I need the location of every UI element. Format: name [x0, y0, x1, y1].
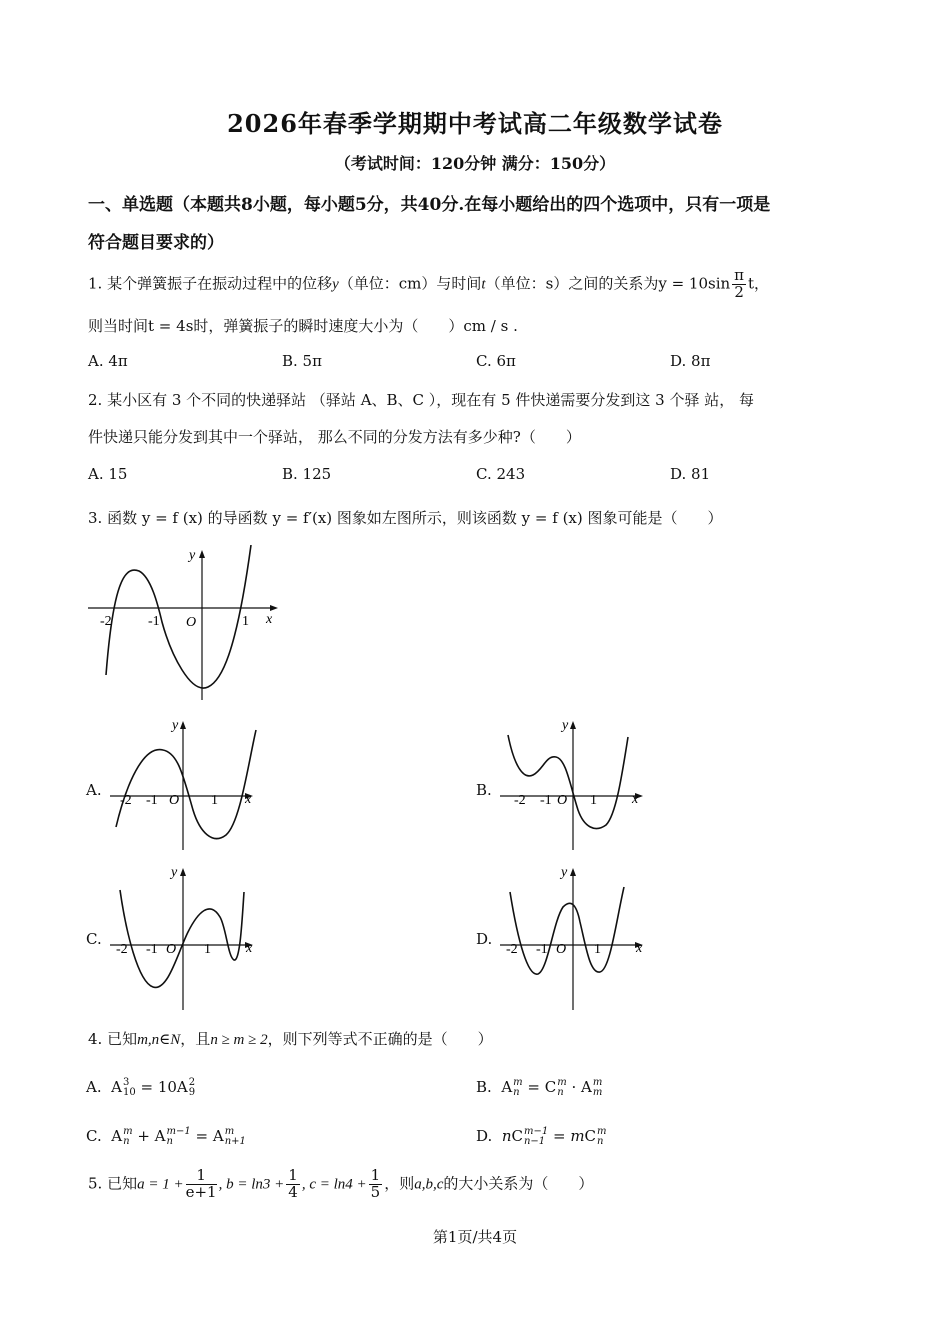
q1-text: （单位： [338, 274, 399, 293]
y-axis-label: y [172, 718, 179, 733]
tick-label: -2 [100, 614, 112, 629]
section-heading: 一、单选题（本题共8小题，每小题5分，共40分.在每小题给出的四个选项中，只有一项是 [88, 195, 771, 215]
numerator: 1 [288, 1166, 298, 1184]
q4-option-a[interactable]: A. A 3 10 = 10A 2 9 [86, 1077, 196, 1098]
tick-label: 1 [594, 942, 601, 957]
option-label: C. [86, 1127, 102, 1145]
y-axis-label: y [561, 865, 568, 880]
q3-option-a-graph[interactable] [108, 715, 268, 855]
q3-option-b-label[interactable]: B. [476, 781, 492, 799]
page-title: 2026年春季学期期中考试高二年级数学试卷 [227, 109, 723, 138]
question-4 [88, 1028, 493, 1049]
q1-text: 则当时间 [88, 317, 149, 335]
q5-formula: a = 1 + [137, 1176, 184, 1193]
tick-label: 1 [211, 793, 218, 808]
q4-inequality: n ≥ m ≥ 2 [210, 1032, 268, 1048]
y-axis-label: y [171, 865, 178, 880]
q1-formula: y = 10sin [658, 274, 731, 293]
q1-option-a[interactable]: A. 4π [88, 352, 128, 370]
numerator: 1 [186, 1168, 217, 1185]
q1-formula: t = 4s [148, 317, 194, 335]
denominator: e+1 [185, 1182, 217, 1201]
q3-option-d-graph[interactable] [498, 862, 658, 1012]
q4-option-c[interactable]: C. A m n + A m−1 n = A m n+1 [86, 1126, 246, 1147]
question-1: 1. 某个弹簧振子在振动过程中的位移y（单位：cm）与时间t（单位：s）之间的关系为y = 10sin $\frac{\pi}{2}$ t， [88, 266, 770, 301]
derivative-graph [86, 545, 286, 705]
question-3: 3. 函数 y = f (x) 的导函数 y = f′(x) 图象如左图所示，则该函数 y = f (x) 图象可能是（ ） [88, 509, 723, 527]
exam-info: （考试时间：120分钟 满分：150分） [334, 154, 616, 173]
y-axis-label: y [562, 718, 569, 733]
tick-label: -1 [146, 942, 158, 957]
q5-text: 的大小关系为（ ） [443, 1174, 594, 1193]
q1-text: ）与时间 [421, 274, 482, 293]
q1-text: 时，弹簧振子的瞬时速度大小为（ ）cm / s . [193, 317, 518, 335]
q1-text: ）之间的关系为 [553, 274, 659, 293]
curve-d [510, 887, 624, 974]
page-footer: 第1页/共4页 [432, 1228, 518, 1246]
fraction [286, 1168, 300, 1201]
option-label: A. [86, 1078, 102, 1096]
q3-option-b-graph[interactable] [498, 715, 658, 855]
q2-option-d[interactable]: D. 81 [670, 465, 711, 483]
q1-option-b[interactable]: B. 5π [282, 352, 322, 370]
denominator: 4 [288, 1182, 298, 1201]
origin-label: O [186, 615, 197, 630]
x-axis-label: x [245, 792, 252, 807]
question-2: 2. 某小区有 3 个不同的快递驿站 （驿站 A、B、C ），现在有 5 件快递需要分发到这 3 个驿 站， 每 [88, 391, 754, 409]
q4-text: 4. 已知 [88, 1030, 138, 1048]
q3-option-a-label[interactable]: A. [86, 781, 102, 799]
q2-option-a[interactable]: A. 15 [88, 465, 128, 483]
q5-text: ，则 [384, 1174, 415, 1193]
q1-text: 1. 某个弹簧振子在振动过程中的位移 [88, 274, 333, 293]
fraction [732, 268, 746, 301]
numerator: 1 [370, 1166, 381, 1184]
q2-option-c[interactable]: C. 243 [476, 465, 526, 483]
tick-label: -1 [540, 793, 552, 808]
x-axis-label: x [636, 941, 643, 956]
fraction [186, 1168, 217, 1201]
x-axis-label: x [632, 792, 639, 807]
curve-c [120, 890, 244, 987]
x-axis-label: x [266, 612, 273, 627]
tick-label: -2 [116, 942, 128, 957]
tick-label: -1 [536, 942, 548, 957]
denominator: 2 [734, 282, 744, 301]
tick-label: 1 [204, 942, 211, 957]
question-1-line2 [88, 315, 518, 336]
option-label: D. [476, 1127, 493, 1145]
section-heading-cont: 符合题目要求的） [88, 233, 224, 253]
numerator: π [734, 266, 745, 284]
q4-condition: m,n∈N [137, 1032, 181, 1048]
option-label: B. [476, 1078, 492, 1096]
derivative-curve [106, 545, 251, 688]
origin-label: O [557, 793, 568, 808]
denominator: 5 [370, 1182, 381, 1201]
y-axis-arrow [199, 550, 205, 558]
curve-a [116, 730, 256, 839]
tick-label: -2 [514, 793, 526, 808]
unit: s [545, 274, 554, 293]
q3-option-c-graph[interactable] [108, 862, 268, 1012]
q5-formula: , c = ln4 + [301, 1176, 367, 1193]
q4-option-b[interactable]: B. A m n = C m n · A m m [476, 1077, 603, 1098]
q3-option-d-label[interactable]: D. [476, 930, 493, 948]
q5-formula: , b = ln3 + [218, 1176, 285, 1193]
q1-option-d[interactable]: D. 8π [670, 352, 711, 370]
x-axis-label: x [246, 941, 253, 956]
question-5 [88, 1168, 593, 1201]
tick-label: 1 [590, 793, 597, 808]
q1-formula: t， [748, 274, 770, 293]
q2-option-b[interactable]: B. 125 [282, 465, 332, 483]
curve-b [508, 735, 628, 829]
q1-text: （单位： [485, 274, 546, 293]
origin-label: O [556, 942, 567, 957]
tick-label: -1 [146, 793, 158, 808]
unit: cm [398, 274, 422, 293]
q5-vars: a,b,c [414, 1176, 444, 1193]
q5-text: 5. 已知 [88, 1174, 138, 1193]
fraction [369, 1168, 383, 1201]
origin-label: O [169, 793, 180, 808]
tick-label: -1 [148, 614, 160, 629]
y-axis-label: y [189, 548, 196, 563]
q1-option-c[interactable]: C. 6π [476, 352, 516, 370]
q3-option-c-label[interactable]: C. [86, 930, 102, 948]
question-2-line2: 件快递只能分发到其中一个驿站， 那么不同的分发方法有多少种?（ ） [88, 428, 581, 446]
tick-label: -2 [506, 942, 518, 957]
q4-text: ，且 [180, 1030, 211, 1048]
origin-label: O [166, 942, 177, 957]
q4-option-d[interactable]: D. nC m−1 n−1 = mC m n [476, 1126, 607, 1147]
tick-label: 1 [242, 614, 249, 629]
x-axis-arrow [270, 605, 278, 611]
tick-label: -2 [120, 793, 132, 808]
q4-text: ，则下列等式不正确的是（ ） [267, 1030, 493, 1048]
